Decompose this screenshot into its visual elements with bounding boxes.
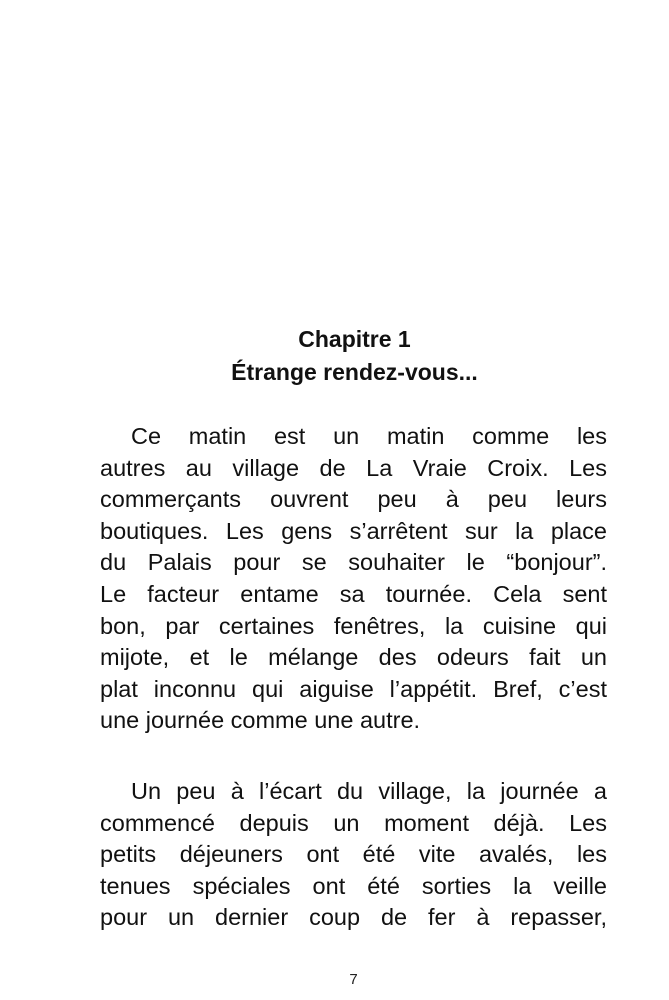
- text-line: Le facteur entame sa tournée. Cela sent: [100, 580, 607, 607]
- paragraph-2: [100, 776, 607, 934]
- text-line: une journée comme une autre.: [100, 707, 421, 734]
- text-line: tenues spéciales ont été sorties la veille: [100, 872, 607, 899]
- text-line: petits déjeuners ont été vite avalés, les: [100, 841, 607, 868]
- text-line: autres au village de La Vraie Croix. Les: [100, 454, 607, 481]
- text-line: commencé depuis un moment déjà. Les: [100, 809, 607, 836]
- text-line: mijote, et le mélange des odeurs fait un: [100, 644, 607, 671]
- chapter-heading: [0, 323, 669, 389]
- chapter-title: Étrange rendez-vous...: [231, 359, 478, 385]
- text-line: Un peu à l’écart du village, la journée a: [131, 778, 607, 804]
- text-line: plat inconnu qui aiguise l’appétit. Bref, c’est: [100, 675, 607, 702]
- page-number: 7: [349, 971, 358, 988]
- text-line: commerçants ouvrent peu à peu leurs: [100, 486, 607, 513]
- text-line: pour un dernier coup de fer à repasser,: [100, 904, 607, 931]
- text-line: du Palais pour se souhaiter le “bonjour”.: [100, 549, 607, 576]
- paragraph-1: [100, 421, 607, 737]
- text-line: bon, par certaines fenêtres, la cuisine qui: [100, 612, 607, 639]
- text-line: Ce matin est un matin comme les: [131, 423, 607, 449]
- text-line: boutiques. Les gens s’arrêtent sur la place: [100, 517, 607, 544]
- chapter-number: Chapitre 1: [298, 326, 411, 352]
